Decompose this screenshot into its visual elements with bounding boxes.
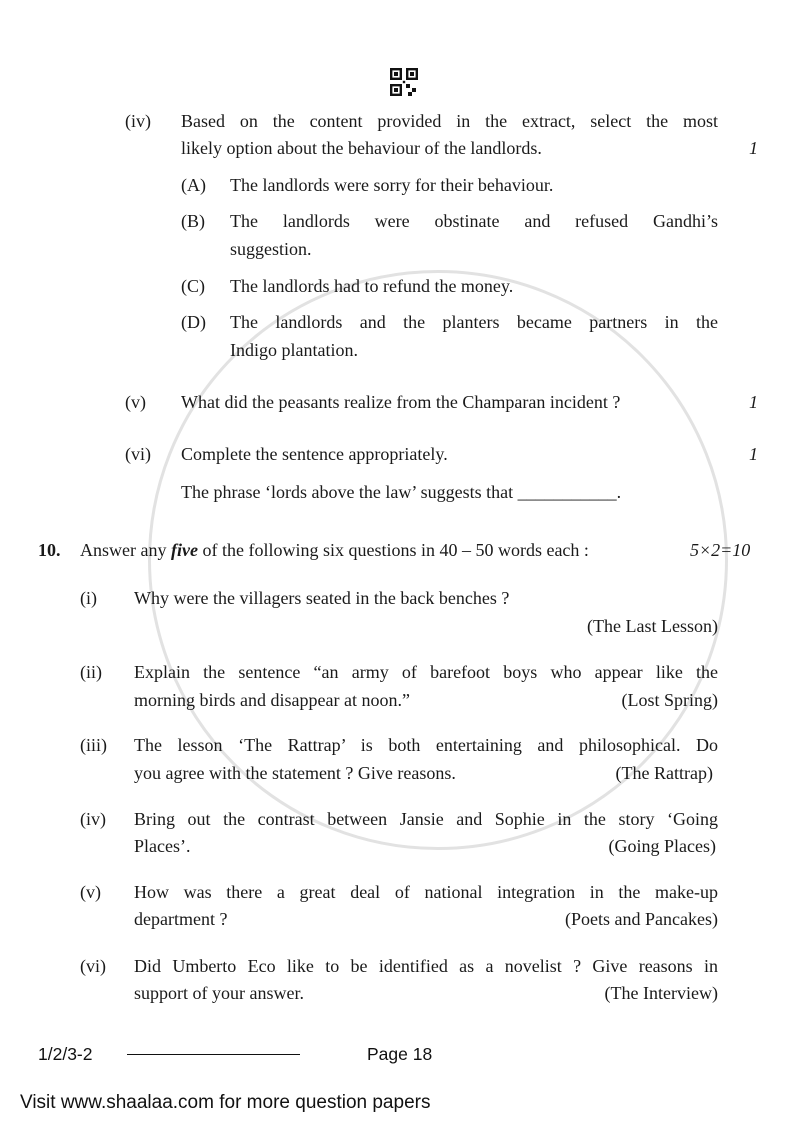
q10-item-text: you agree with the statement ? Give reasons.: [134, 763, 456, 783]
q10-item-text: Bring out the contrast between Jansie and Sophie in the story ‘Going: [134, 809, 718, 829]
q9-iv-text: likely option about the behaviour of the landlords.: [181, 138, 542, 158]
option-b-label: (B): [181, 211, 205, 231]
q10-item-number: (v): [80, 882, 101, 902]
qr-code-icon: [390, 68, 418, 96]
q10-item-text: How was there a great deal of national integration in the make-up: [134, 882, 718, 902]
q9-v-text: What did the peasants realize from the Champaran incident ?: [181, 392, 621, 412]
q9-v-number: (v): [125, 392, 146, 412]
q9-iv-marks: 1: [749, 138, 758, 158]
q10-item-source: (Going Places): [608, 836, 716, 856]
q10-item-text: The lesson ‘The Rattrap’ is both entertaining and philosophical. Do: [134, 735, 718, 755]
q10-instruction-emphasis: five: [170, 540, 198, 560]
q10-item-source: (Poets and Pancakes): [565, 909, 718, 929]
option-b-text: suggestion.: [230, 239, 312, 259]
q10-item-text: Why were the villagers seated in the back benches ?: [134, 588, 510, 608]
q10-marks: 5×2=10: [690, 540, 751, 560]
q9-v-marks: 1: [749, 392, 758, 412]
q10-instruction-a: Answer any: [80, 540, 171, 560]
q10-item-number: (ii): [80, 662, 102, 682]
q10-item-number: (vi): [80, 956, 106, 976]
option-d-label: (D): [181, 312, 206, 332]
q9-vi-text: Complete the sentence appropriately.: [181, 444, 448, 464]
option-a-text: The landlords were sorry for their behaviour.: [230, 175, 554, 195]
q10-item-number: (i): [80, 588, 97, 608]
q9-iv-text: Based on the content provided in the extract, select the most: [181, 111, 718, 131]
q10-item-number: (iv): [80, 809, 106, 829]
option-d-text: The landlords and the planters became partners in the: [230, 312, 718, 332]
q10-instruction: [80, 538, 589, 562]
option-a-label: (A): [181, 175, 206, 195]
q10-instruction-b: of the following six questions in 40 – 50 words each :: [197, 540, 589, 560]
q10-item-text: Did Umberto Eco like to be identified as a novelist ? Give reasons in: [134, 956, 718, 976]
paper-code: 1/2/3-2: [38, 1044, 93, 1064]
q10-item-source: (The Interview): [604, 983, 718, 1003]
q9-vi-phrase: The phrase ‘lords above the law’ suggests that ___________.: [181, 482, 622, 502]
q10-item-number: (iii): [80, 735, 107, 755]
q10-item-source: (Lost Spring): [621, 690, 718, 710]
q10-item-text: morning birds and disappear at noon.”: [134, 690, 410, 710]
q10-item-text: department ?: [134, 909, 228, 929]
visit-link[interactable]: Visit www.shaalaa.com for more question papers: [20, 1092, 431, 1113]
q10-item-text: Explain the sentence “an army of barefoot boys who appear like the: [134, 662, 718, 682]
q9-iv-number: (iv): [125, 111, 151, 131]
footer-rule: [127, 1054, 300, 1055]
option-b-text: The landlords were obstinate and refused Gandhi’s: [230, 211, 718, 231]
option-d-text: Indigo plantation.: [230, 340, 358, 360]
option-c-text: The landlords had to refund the money.: [230, 276, 514, 296]
q10-item-source: (The Rattrap): [615, 763, 713, 783]
q10-item-text: support of your answer.: [134, 983, 304, 1003]
q10-number: 10.: [38, 540, 61, 560]
q10-item-source: (The Last Lesson): [587, 616, 718, 636]
q10-item-text: Places’.: [134, 836, 191, 856]
q9-vi-marks: 1: [749, 444, 758, 464]
option-c-label: (C): [181, 276, 205, 296]
page-number: Page 18: [367, 1044, 433, 1064]
q9-vi-number: (vi): [125, 444, 151, 464]
